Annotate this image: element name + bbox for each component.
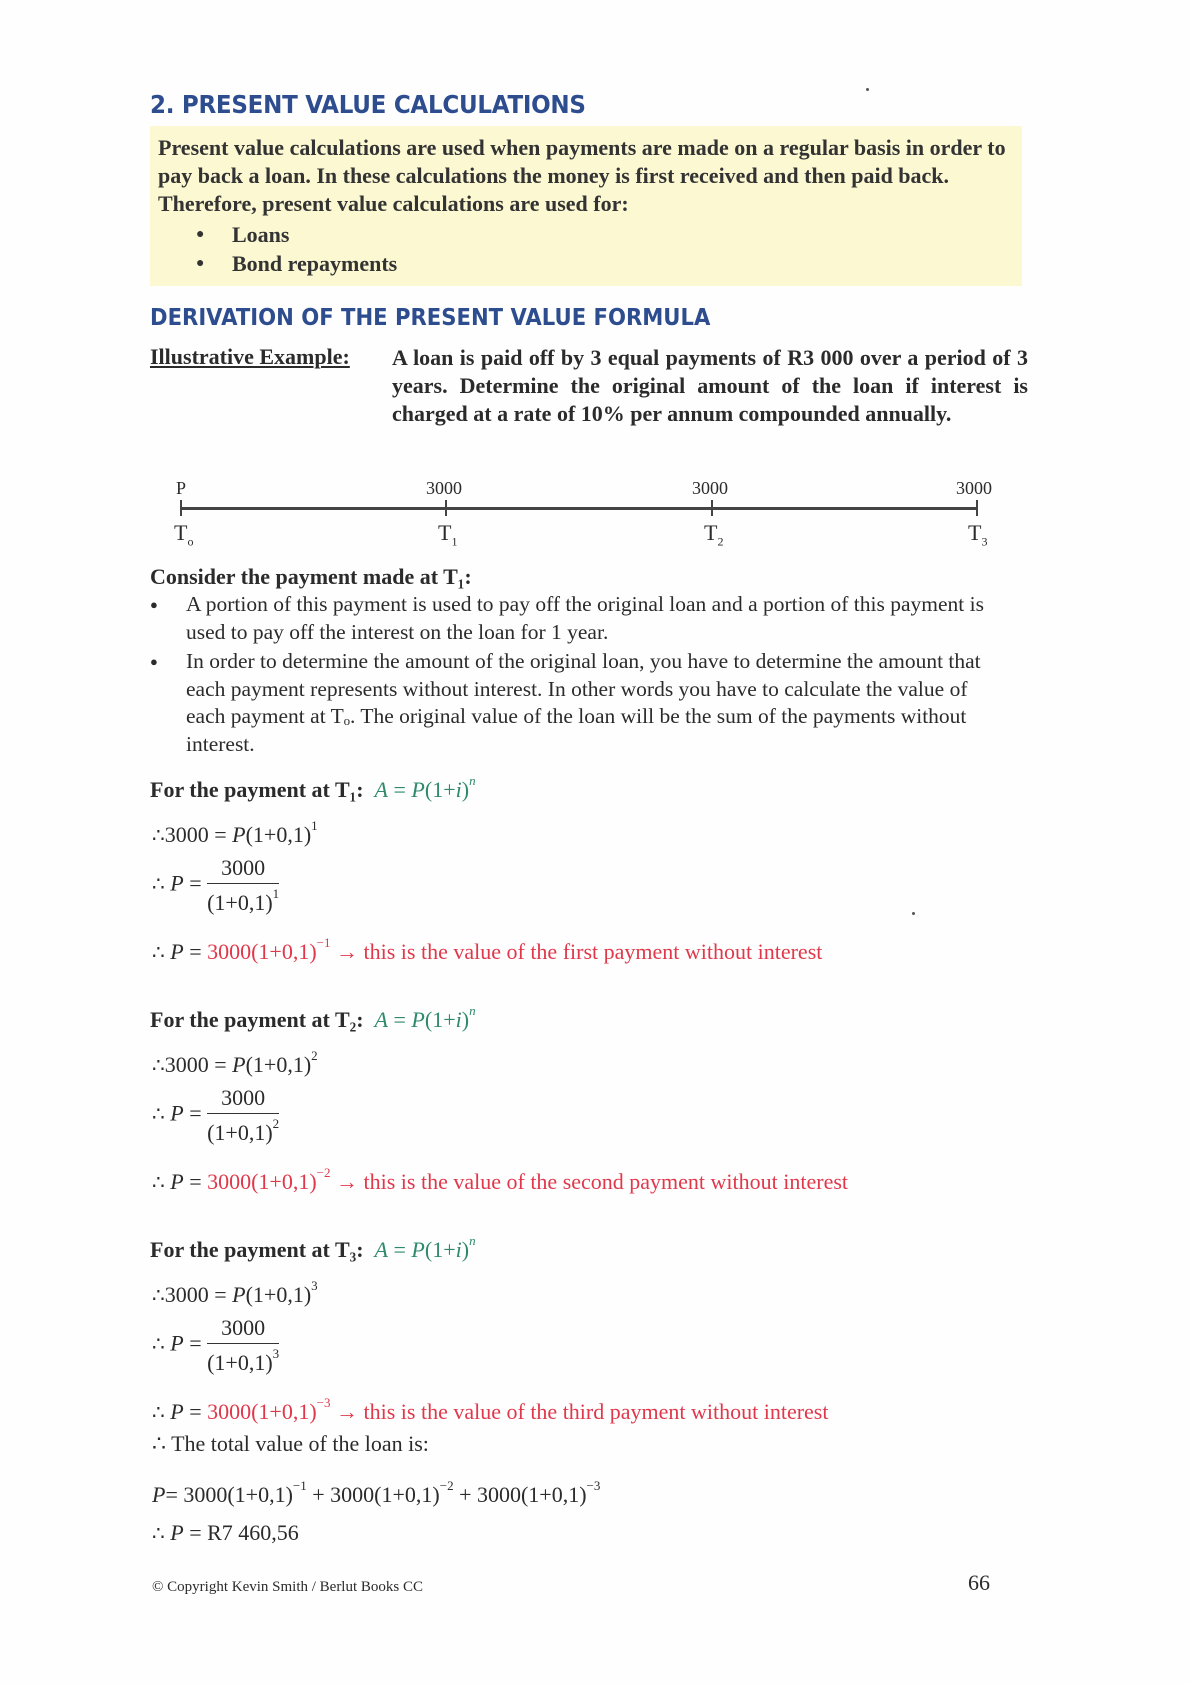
timeline-label-t1: $T_1$ <box>438 520 458 549</box>
list-item: ● Loans <box>196 220 397 249</box>
timeline-tick <box>976 500 978 516</box>
note: → this is the value of the third payment without interest <box>336 1399 829 1424</box>
copyright: © Copyright Kevin Smith / Berlut Books CC <box>152 1579 423 1595</box>
fraction: $\frac{3000}{(1+0,1)^2}$ <box>207 1085 280 1145</box>
timeline-label-t0: $T_o$ <box>174 520 194 549</box>
timeline-tick <box>711 500 713 516</box>
timeline-axis <box>181 507 977 510</box>
total-sum: $P= 3000(1+0,1)^{-1} + 3000(1+0,1)^{-2} + 3000(1+0,1)^{-3}$ <box>152 1478 601 1507</box>
timeline-label-amount: 3000 <box>956 478 992 498</box>
fraction-line: ∴ P = $\frac{3000}{(1+0,1)^3}$ <box>152 1315 280 1375</box>
note: → this is the value of the first payment without interest <box>336 939 823 964</box>
timeline-tick <box>445 500 447 516</box>
scan-speck <box>912 912 915 915</box>
example-text: A loan is paid off by 3 equal payments of R3 000 over a period of 3 years. Determine the original amount of the loan if interest is charged at a rate of 10% per annum compounded annually. <box>392 345 1028 426</box>
consider-heading: Consider the payment made at T₁: <box>150 564 472 589</box>
compound-formula: $A = P(1+i)^n$ <box>374 1233 476 1262</box>
fraction-line: ∴ P = $\frac{3000}{(1+0,1)^1}$ <box>152 855 280 915</box>
example-label: Illustrative Example: <box>150 344 350 369</box>
payment-heading: For the payment at T₃: <box>150 1237 364 1262</box>
list-item: ● Bond repayments <box>196 249 397 278</box>
intro-bullet-list <box>196 220 397 278</box>
list-item: ● A portion of this payment is used to pay off the original loan and a portion of this payment is used to pay off the interest on the loan for 1 year. <box>150 591 1010 646</box>
payment-heading: For the payment at T₂: <box>150 1007 364 1032</box>
intro-text: Present value calculations are used when payments are made on a regular basis in order to pay back a loan. In these calculations the money is first received and then paid back. Therefore, present value calculations are used for: <box>158 135 1006 216</box>
result-line: ∴ $P = 3000(1+0,1)^{-2}$ → this is the value of the second payment without interest <box>152 1165 849 1194</box>
scan-speck <box>866 88 869 91</box>
page-number: 66 <box>968 1570 990 1595</box>
note: → this is the value of the second payment without interest <box>336 1169 849 1194</box>
fraction-line: ∴ P = $\frac{3000}{(1+0,1)^2}$ <box>152 1085 280 1145</box>
equation-line: ∴3000 = $P(1+0,1)^1$ <box>152 818 318 847</box>
total-result: ∴ P = R7 460,56 <box>152 1520 299 1545</box>
timeline-label-t3: $T_3$ <box>968 520 988 549</box>
consider-bullet-list <box>150 591 1010 760</box>
compound-formula: $A = P(1+i)^n$ <box>374 773 476 802</box>
payment-heading-row <box>150 773 476 803</box>
total-intro: ∴ The total value of the loan is: <box>152 1431 429 1456</box>
equation-line: ∴3000 = $P(1+0,1)^3$ <box>152 1278 318 1307</box>
fraction: $\frac{3000}{(1+0,1)^1}$ <box>207 855 280 915</box>
payment-heading: For the payment at T₁: <box>150 777 364 802</box>
list-item: ● In order to determine the amount of the original loan, you have to determine the amount that each payment represents without interest. In other words you have to calculate the value of each payment at Tₒ. The original value of the loan will be the sum of the payments without interest. <box>150 648 1010 758</box>
result-line: ∴ $P = 3000(1+0,1)^{-3}$ → this is the value of the third payment without interest <box>152 1395 829 1424</box>
compound-formula: $A = P(1+i)^n$ <box>374 1003 476 1032</box>
timeline-tick <box>180 500 182 516</box>
payment-block-t2 <box>150 1003 476 1033</box>
fraction: $\frac{3000}{(1+0,1)^3}$ <box>207 1315 280 1375</box>
timeline-label-amount: 3000 <box>426 478 462 498</box>
payment-block-t3 <box>150 1233 476 1263</box>
timeline-label-t2: $T_2$ <box>704 520 724 549</box>
payment-block-t1 <box>150 773 476 803</box>
timeline-label-p: P <box>176 478 187 498</box>
result-line: ∴ $P = 3000(1+0,1)^{-1}$ → this is the value of the first payment without interest <box>152 935 823 964</box>
equation-line: ∴3000 = $P(1+0,1)^2$ <box>152 1048 318 1077</box>
timeline-label-amount: 3000 <box>692 478 728 498</box>
subheading: DERIVATION OF THE PRESENT VALUE FORMULA <box>150 305 711 331</box>
section-title: 2. PRESENT VALUE CALCULATIONS <box>150 90 586 119</box>
